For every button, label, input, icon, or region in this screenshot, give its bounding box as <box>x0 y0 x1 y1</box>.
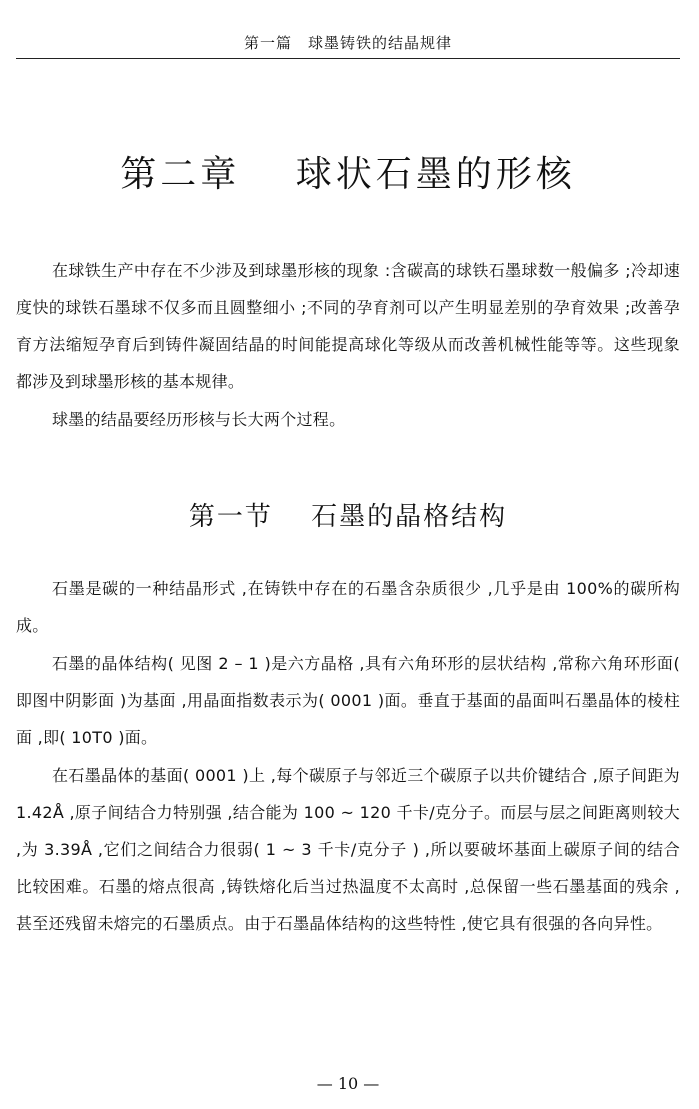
page-number: — 10 — <box>316 1074 380 1093</box>
chapter-title: 第二章 球状石墨的形核 <box>120 154 576 195</box>
section-paragraph-1: 石墨是碳的一种结晶形式 ,在铸铁中存在的石墨含杂质很少 ,几乎是由 100%的碳所构成。 <box>16 579 680 635</box>
intro-paragraph-2: 球墨的结晶要经历形核与长大两个过程。 <box>52 410 346 429</box>
intro-paragraph-1: 在球铁生产中存在不少涉及到球墨形核的现象 :含碳高的球铁石墨球数一般偏多 ;冷却速度快的球铁石墨球不仅多而且圆整细小 ;不同的孕育剂可以产生明显差别的孕育效果 ;改善孕育方法缩短孕育后到铸件凝固结晶的时间能提高球化等级从而改善机械性能等等。这些现象都涉及到球墨形核的基本规律。 <box>16 261 680 391</box>
section-paragraph-2: 石墨的晶体结构( 见图 2 – 1 )是六方晶格 ,具有六角环形的层状结构 ,常称六角环形面( 即图中阴影面 )为基面 ,用晶面指数表示为( 0001 )面。垂直于基面的晶面叫石墨晶体的棱柱面 ,即( 10T0 )面。 <box>16 654 680 747</box>
header-rule <box>16 58 680 59</box>
running-head: 第一篇 球墨铸铁的结晶规律 <box>243 34 452 52</box>
section-title: 第一节 石墨的晶格结构 <box>188 502 508 532</box>
section-paragraph-3: 在石墨晶体的基面( 0001 )上 ,每个碳原子与邻近三个碳原子以共价键结合 ,原子间距为 1.42Å ,原子间结合力特别强 ,结合能为 100 ~ 120 千卡/克分子。而层与层之间距离则较大 ,为 3.39Å ,它们之间结合力很弱( 1 ~ 3 千卡/克分子 ) ,所以要破坏基面上碳原子间的结合比较困难。石墨的熔点很高 ,铸铁熔化后当过热温度不太高时 ,总保留一些石墨基面的残余 ,甚至还残留未熔完的石墨质点。由于石墨晶体结构的这些特性 ,使它具有很强的各向异性。 <box>16 766 680 933</box>
